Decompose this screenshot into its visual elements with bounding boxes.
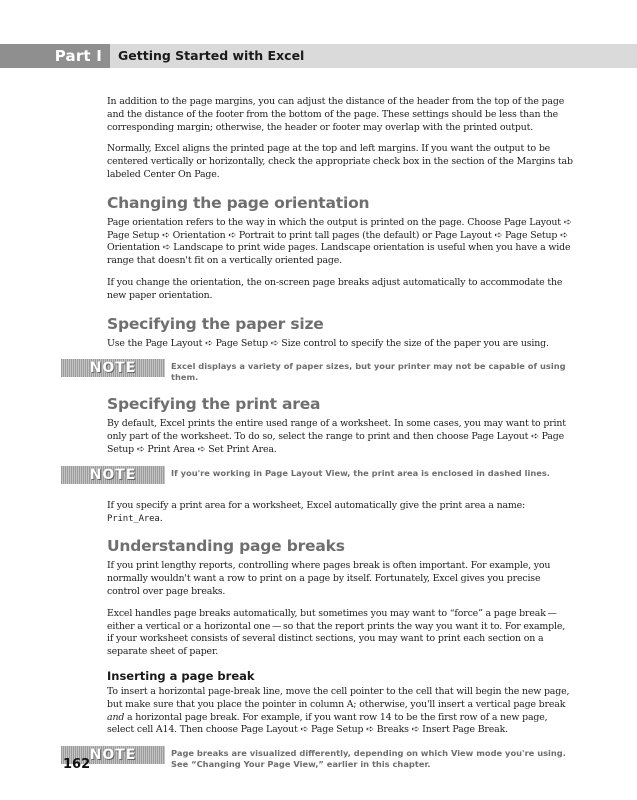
chapter-title: Getting Started with Excel — [118, 48, 305, 63]
orientation-paragraph-2: If you change the orientation, the on-screen page breaks adjust automatically to accommodate the new paper orientation. — [107, 276, 563, 301]
heading-page-breaks: Understanding page breaks — [107, 537, 345, 556]
intro-paragraph-2: Normally, Excel aligns the printed page at the top and left margins. If you want the output to be centered vertically or horizontally, check the appropriate check box in the section of the Margins tab labeled Center On Page. — [107, 143, 573, 180]
note-text: Excel displays a variety of paper sizes, but your printer may not be capable of using them. — [171, 361, 566, 383]
note-page-breaks — [61, 746, 573, 770]
period: . — [159, 512, 163, 524]
heading-page-orientation: Changing the page orientation — [107, 193, 370, 212]
heading-print-area: Specifying the print area — [107, 395, 321, 414]
note-badge: NOTE — [61, 359, 165, 377]
emphasis-and: and — [107, 711, 125, 723]
note-text: If you're working in Page Layout View, the print area is enclosed in dashed lines. — [171, 467, 550, 478]
heading-paper-size: Specifying the paper size — [107, 314, 324, 333]
note-badge: NOTE — [61, 466, 165, 484]
insert-break-text-b: a horizontal page break. For example, if you want row 14 to be the first row of a new page, select cell A14. Then choose Page Layout ➪ Page Setup ➪ Breaks ➪ Insert Page Break. — [107, 711, 548, 736]
page-number: 162 — [63, 757, 91, 772]
note-badge: NOTE — [61, 746, 165, 764]
insert-break-text-a: To insert a horizontal page-break line, move the cell pointer to the cell that will begin the new page, but make sure that you place the pointer in column A; otherwise, you'll insert a vertical page break — [107, 685, 570, 710]
page-breaks-paragraph-1: If you print lengthy reports, controlling where pages break is often important. For example, you normally wouldn't want a row to print on a page by itself. Fortunately, Excel gives you precise control over page breaks. — [107, 560, 551, 597]
part-label: Part I — [0, 44, 110, 68]
heading-inserting-page-break: Inserting a page break — [107, 668, 255, 683]
orientation-paragraph-1: Page orientation refers to the way in which the output is printed on the page. Choose Page Layout ➪ Page Setup ➪ Orientation ➪ Portrait to print tall pages (the default) or Page Layout ➪ Page Setup ➪ Orientation ➪ Landscape to print wide pages. Landscape orientation is useful when you have a wide range that doesn't fit on a vertically oriented page. — [107, 216, 572, 267]
note-text: Page breaks are visualized differently, depending on which View mode you're using. See “Changing Your Page View,” earlier in this chapter. — [171, 748, 566, 770]
running-header — [0, 44, 637, 68]
intro-paragraph-1: In addition to the page margins, you can adjust the distance of the header from the top of the page and the distance of the footer from the bottom of the page. These settings should be less than the corresponding margin; otherwise, the header or footer may overlap with the printed output. — [107, 96, 565, 133]
print-area-paragraph-1: By default, Excel prints the entire used range of a worksheet. In some cases, you may want to print only part of the worksheet. To do so, select the range to print and then choose Page Layout ➪ Page Setup ➪ Print Area ➪ Set Print Area. — [107, 418, 566, 455]
print-area-name-code: Print_Area — [107, 513, 160, 524]
page-body — [89, 96, 573, 782]
print-area-paragraph-2 — [107, 500, 573, 526]
insert-break-paragraph — [107, 686, 573, 737]
print-area-text: If you specify a print area for a worksheet, Excel automatically give the print area a name: — [107, 499, 526, 511]
page-breaks-paragraph-2: Excel handles page breaks automatically, but sometimes you may want to “force” a page break — either a vertical or a horizontal one — so that the report prints the way you want it to. For example, if your worksheet consists of several distinct sections, you may want to print each section on a separate sheet of paper. — [107, 607, 566, 658]
paper-size-paragraph: Use the Page Layout ➪ Page Setup ➪ Size control to specify the size of the paper you are using. — [107, 337, 549, 349]
note-paper-size — [61, 359, 573, 383]
note-print-area — [61, 466, 573, 488]
